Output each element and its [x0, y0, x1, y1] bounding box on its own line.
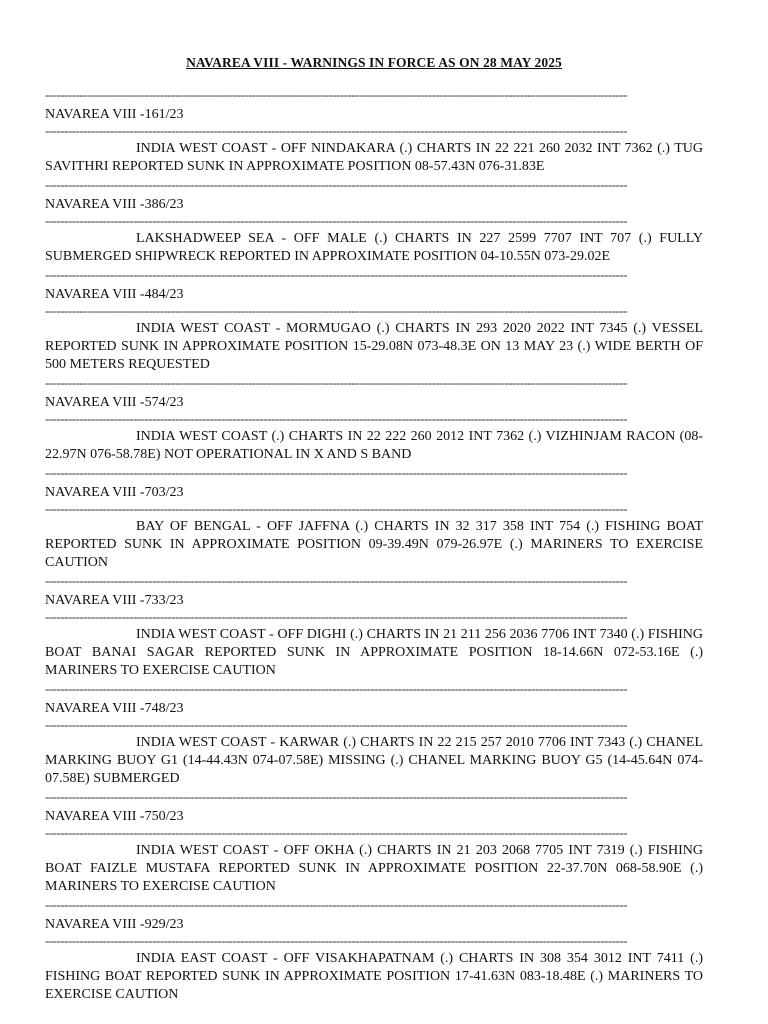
warning-text: INDIA WEST COAST - OFF OKHA (.) CHARTS IN 21 203 2068 7705 INT 7319 (.) FISHING BOAT FAIZLE MUSTAFA REPORTED SUNK IN APPROXIMATE POSITION 22-37.70N 068-58.90E (.) MARINERS TO EXERCISE CAUTION	[45, 843, 703, 894]
document-title: NAVAREA VIII - WARNINGS IN FORCE AS ON 28 MAY 2025	[186, 55, 562, 70]
warning-id: NAVAREA VIII -750/23	[45, 809, 184, 824]
separator-line: --------------------------------------------------------------------------------------------------------------------------------------------------------	[45, 573, 628, 588]
warning-id: NAVAREA VIII -929/23	[45, 917, 184, 932]
warning-id: NAVAREA VIII -484/23	[45, 287, 184, 302]
separator-line: --------------------------------------------------------------------------------------------------------------------------------------------------------	[45, 375, 628, 390]
warning-text: INDIA EAST COAST - OFF VISAKHAPATNAM (.) CHARTS IN 308 354 3012 INT 7411 (.) FISHING BOAT REPORTED SUNK IN APPROXIMATE POSITION 17-41.63N 083-18.48E (.) MARINERS TO EXERCISE CAUTION	[45, 951, 703, 1002]
warning-id: NAVAREA VIII -748/23	[45, 701, 184, 716]
separator-line: --------------------------------------------------------------------------------------------------------------------------------------------------------	[45, 681, 628, 696]
separator-line: --------------------------------------------------------------------------------------------------------------------------------------------------------	[45, 411, 628, 426]
warning-entry	[45, 896, 703, 1004]
warning-text: BAY OF BENGAL - OFF JAFFNA (.) CHARTS IN 32 317 358 INT 754 (.) FISHING BOAT REPORTED SUNK IN APPROXIMATE POSITION 09-39.49N 079-26.97E (.) MARINERS TO EXERCISE CAUTION	[45, 519, 703, 570]
warning-text: LAKSHADWEEP SEA - OFF MALE (.) CHARTS IN 227 2599 7707 INT 707 (.) FULLY SUBMERGED SHIPWRECK REPORTED IN APPROXIMATE POSITION 04-10.55N 073-29.02E	[45, 231, 703, 264]
warnings-list	[45, 86, 703, 1004]
separator-line: --------------------------------------------------------------------------------------------------------------------------------------------------------	[45, 897, 628, 912]
warning-text: INDIA WEST COAST - MORMUGAO (.) CHARTS IN 293 2020 2022 INT 7345 (.) VESSEL REPORTED SUNK IN APPROXIMATE POSITION 15-29.08N 073-48.3E ON 13 MAY 23 (.) WIDE BERTH OF 500 METERS REQUESTED	[45, 321, 703, 372]
warning-id: NAVAREA VIII -733/23	[45, 593, 184, 608]
warning-entry	[45, 572, 703, 680]
warning-id: NAVAREA VIII -574/23	[45, 395, 184, 410]
warning-text: INDIA WEST COAST - OFF NINDAKARA (.) CHARTS IN 22 221 260 2032 INT 7362 (.) TUG SAVITHRI REPORTED SUNK IN APPROXIMATE POSITION 08-57.43N 076-31.83E	[45, 141, 703, 174]
warning-entry	[45, 374, 703, 464]
warning-id: NAVAREA VIII -386/23	[45, 197, 184, 212]
separator-line: --------------------------------------------------------------------------------------------------------------------------------------------------------	[45, 933, 628, 948]
warning-id: NAVAREA VIII -161/23	[45, 107, 184, 122]
warning-id: NAVAREA VIII -703/23	[45, 485, 184, 500]
warning-text: INDIA WEST COAST - OFF DIGHI (.) CHARTS IN 21 211 256 2036 7706 INT 7340 (.) FISHING BOAT BANAI SAGAR REPORTED SUNK IN APPROXIMATE POSITION 18-14.66N 072-53.16E (.) MARINERS TO EXERCISE CAUTION	[45, 627, 703, 678]
separator-line: --------------------------------------------------------------------------------------------------------------------------------------------------------	[45, 465, 628, 480]
warning-text: INDIA WEST COAST - KARWAR (.) CHARTS IN 22 215 257 2010 7706 INT 7343 (.) CHANEL MARKING BUOY G1 (14-44.43N 074-07.58E) MISSING (.) CHANEL MARKING BUOY G5 (14-45.64N 074-07.58E) SUBMERGED	[45, 735, 703, 786]
separator-line: --------------------------------------------------------------------------------------------------------------------------------------------------------	[45, 267, 628, 282]
separator-line: --------------------------------------------------------------------------------------------------------------------------------------------------------	[45, 825, 628, 840]
warning-entry	[45, 266, 703, 374]
separator-line: --------------------------------------------------------------------------------------------------------------------------------------------------------	[45, 213, 628, 228]
warning-entry	[45, 86, 703, 176]
separator-line: --------------------------------------------------------------------------------------------------------------------------------------------------------	[45, 303, 628, 318]
separator-line: --------------------------------------------------------------------------------------------------------------------------------------------------------	[45, 609, 628, 624]
separator-line: --------------------------------------------------------------------------------------------------------------------------------------------------------	[45, 501, 628, 516]
separator-line: --------------------------------------------------------------------------------------------------------------------------------------------------------	[45, 717, 628, 732]
separator-line: --------------------------------------------------------------------------------------------------------------------------------------------------------	[45, 177, 628, 192]
separator-line: --------------------------------------------------------------------------------------------------------------------------------------------------------	[45, 87, 628, 102]
warning-entry	[45, 680, 703, 788]
warning-entry	[45, 464, 703, 572]
warning-entry	[45, 788, 703, 896]
warning-text: INDIA WEST COAST (.) CHARTS IN 22 222 260 2012 INT 7362 (.) VIZHINJAM RACON (08-22.97N 076-58.78E) NOT OPERATIONAL IN X AND S BAND	[45, 429, 703, 462]
separator-line: --------------------------------------------------------------------------------------------------------------------------------------------------------	[45, 123, 628, 138]
warning-entry	[45, 176, 703, 266]
separator-line: --------------------------------------------------------------------------------------------------------------------------------------------------------	[45, 789, 628, 804]
